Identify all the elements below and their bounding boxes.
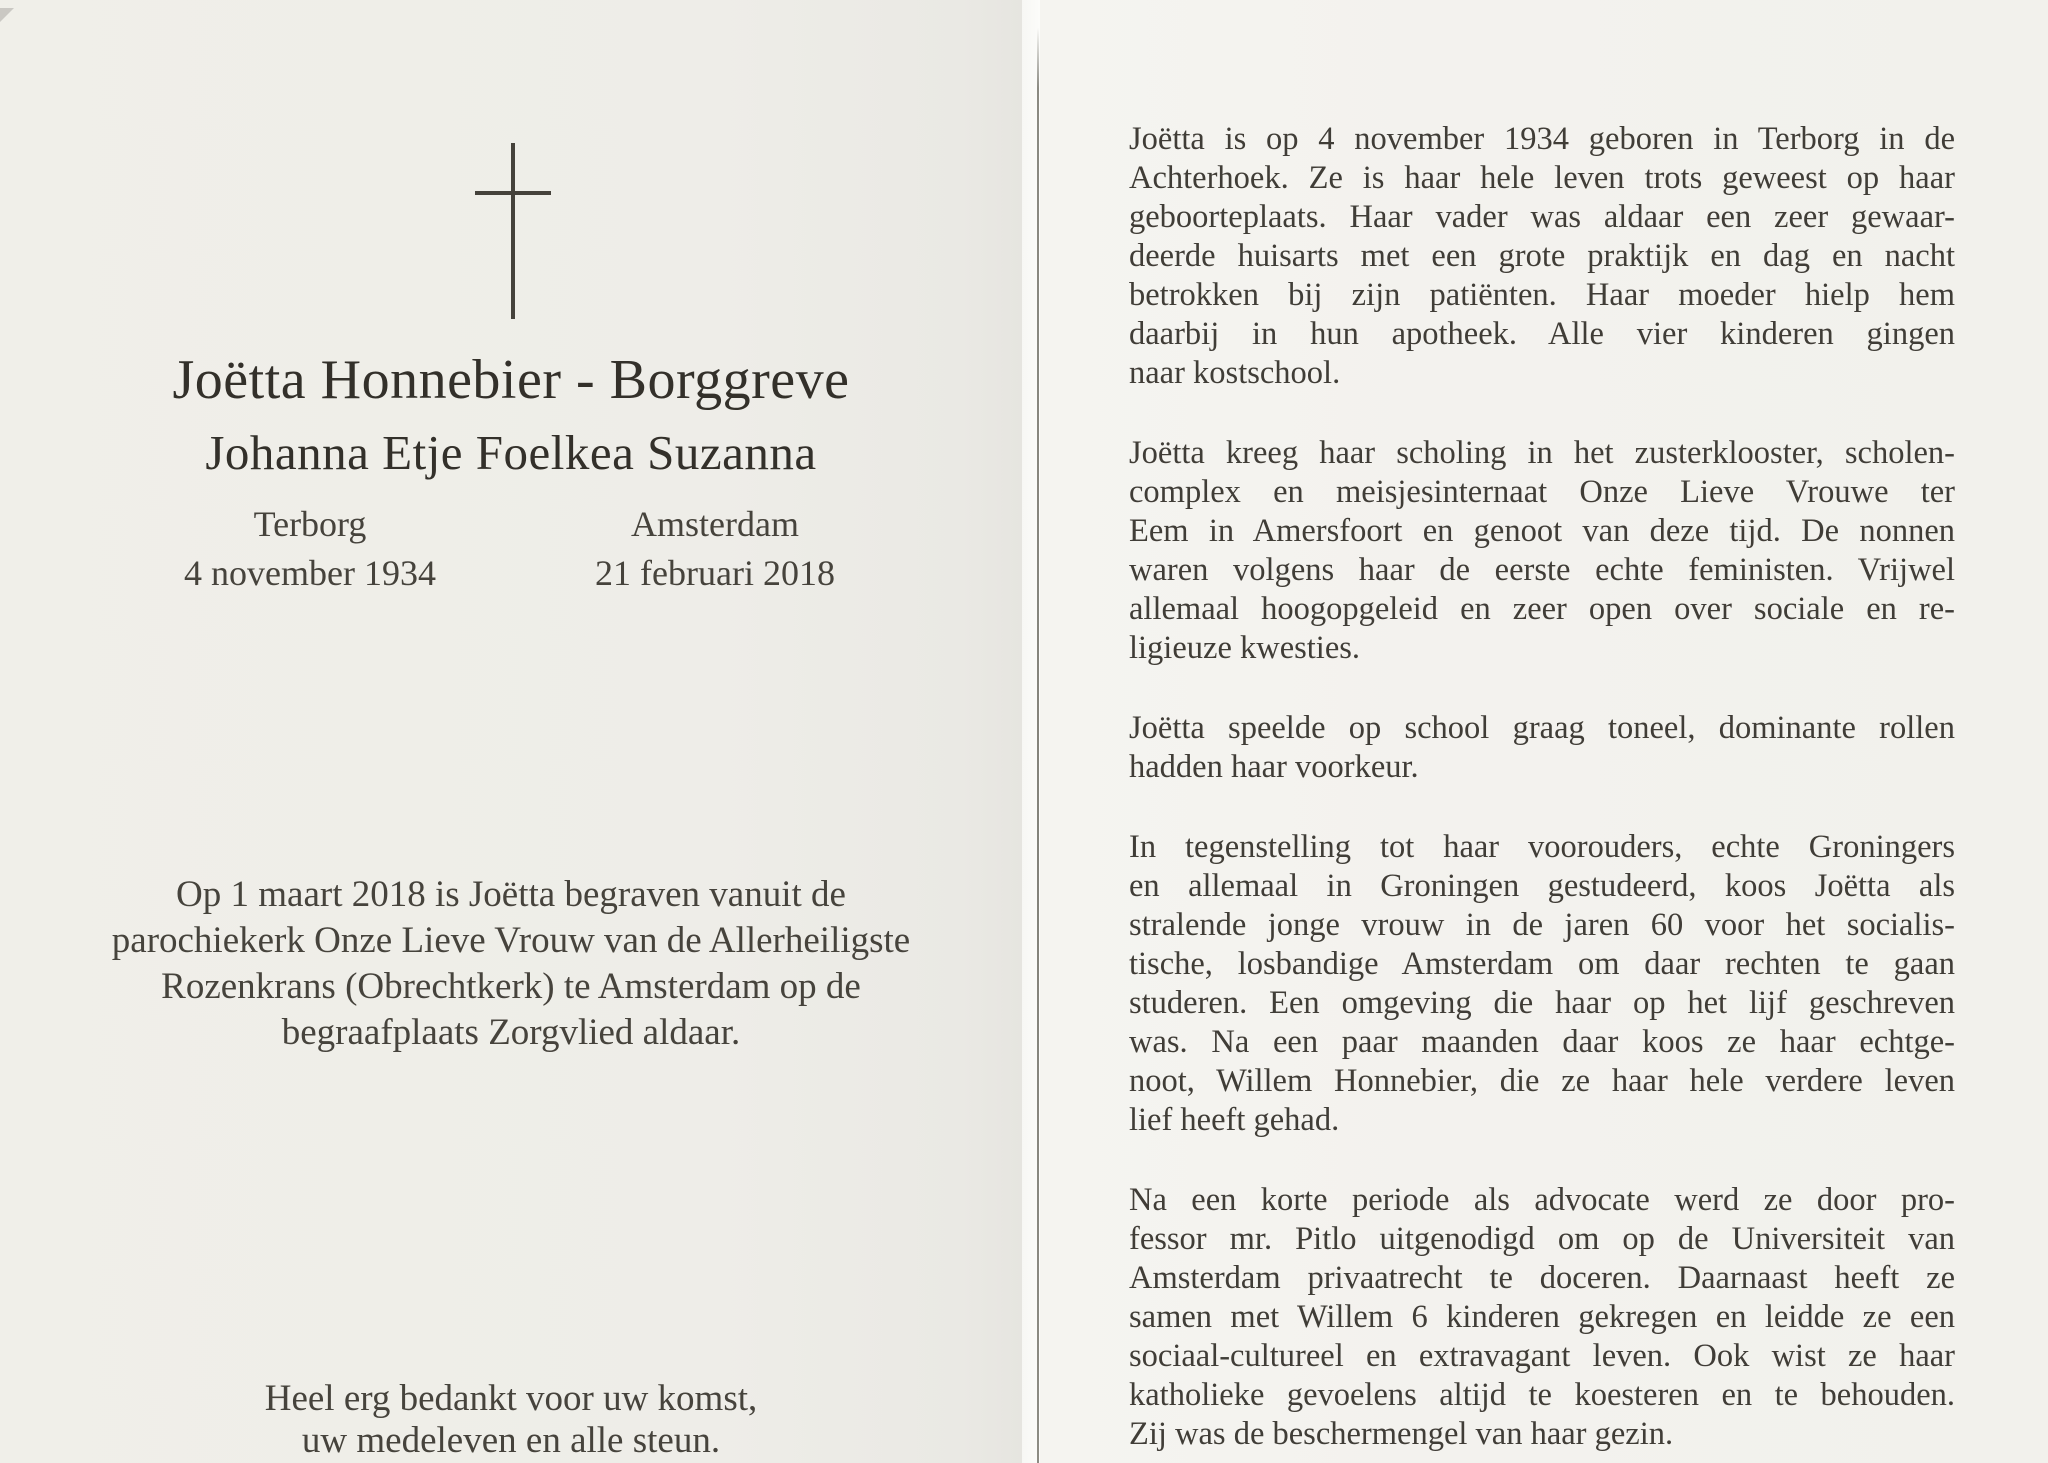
text-line: betrokken bij zijn patiënten. Haar moeder hielp hem <box>1129 277 1955 313</box>
text-line: Rozenkrans (Obrechtkerk) te Amsterdam op de <box>161 966 861 1007</box>
text-line: samen met Willem 6 kinderen gekregen en leidde ze een <box>1129 1299 1955 1335</box>
paragraph <box>1129 120 1955 393</box>
text-line: In tegenstelling tot haar voorouders, echte Groningers <box>1129 829 1955 865</box>
paragraph <box>1129 709 1955 787</box>
deceased-full-names: Johanna Etje Foelkea Suzanna <box>205 425 817 480</box>
death-place-date <box>510 500 920 598</box>
text-line: Joëtta kreeg haar scholing in het zusterklooster, scholen- <box>1129 435 1955 471</box>
paragraph <box>1129 1181 1955 1454</box>
text-line: katholieke gevoelens altijd te koesteren en te behouden. <box>1129 1377 1955 1413</box>
text-line: sociaal-cultureel en extravagant leven. Ook wist ze haar <box>1129 1338 1955 1374</box>
text-line: Eem in Amersfoort en genoot van deze tijd. De nonnen <box>1129 513 1955 549</box>
text-line: noot, Willem Honnebier, die ze haar hele verdere leven <box>1129 1063 1955 1099</box>
text-line: was. Na een paar maanden daar koos ze haar echtge- <box>1129 1024 1955 1060</box>
text-line: ligieuze kwesties. <box>1129 630 1361 666</box>
birth-date: 4 november 1934 <box>184 553 436 593</box>
text-line: complex en meisjesinternaat Onze Lieve Vrouwe ter <box>1129 474 1955 510</box>
text-line: parochiekerk Onze Lieve Vrouw van de Allerheiligste <box>111 920 911 961</box>
text-line: fessor mr. Pitlo uitgenodigd om op de Universiteit van <box>1129 1221 1955 1257</box>
text-line: deerde huisarts met een grote praktijk en dag en nacht <box>1129 238 1955 274</box>
death-place: Amsterdam <box>631 504 799 544</box>
text-line: allemaal hoogopgeleid en zeer open over sociale en re- <box>1129 591 1955 627</box>
text-line: Joëtta is op 4 november 1934 geboren in Terborg in de <box>1129 121 1955 157</box>
text-line: Amsterdam privaatrecht te doceren. Daarnaast heeft ze <box>1129 1260 1955 1296</box>
paragraph <box>1129 828 1955 1140</box>
text-line: Op 1 maart 2018 is Joëtta begraven vanuit de <box>176 874 846 915</box>
left-page <box>0 0 1022 1463</box>
right-page <box>1040 0 2048 1463</box>
birth-place-date <box>105 500 515 598</box>
biography-text <box>1129 120 1955 1454</box>
text-line: daarbij in hun apotheek. Alle vier kinderen gingen <box>1129 316 1955 352</box>
death-date: 21 februari 2018 <box>595 553 835 593</box>
text-line: naar kostschool. <box>1129 355 1341 391</box>
deceased-name: Joëtta Honnebier - Borggreve <box>172 349 850 411</box>
text-line: Achterhoek. Ze is haar hele leven trots geweest op haar <box>1129 160 1955 196</box>
paragraph <box>1129 434 1955 668</box>
text-line: waren volgens haar de eerste echte feministen. Vrijwel <box>1129 552 1955 588</box>
birth-place: Terborg <box>253 504 367 544</box>
text-line: hadden haar voorkeur. <box>1129 749 1419 785</box>
text-line: Na een korte periode als advocate werd ze door pro- <box>1129 1182 1955 1218</box>
cross-icon <box>475 143 551 319</box>
text-line: stralende jonge vrouw in de jaren 60 voor het socialis- <box>1129 907 1955 943</box>
burial-notice <box>0 872 1022 1056</box>
text-line: lief heeft gehad. <box>1129 1102 1340 1138</box>
scan-corner-artifact <box>0 8 14 22</box>
text-line: tische, losbandige Amsterdam om daar rechten te gaan <box>1129 946 1955 982</box>
text-line: Heel erg bedankt voor uw komst, <box>264 1378 758 1419</box>
text-line: en allemaal in Groningen gestudeerd, koos Joëtta als <box>1129 868 1955 904</box>
text-line: Joëtta speelde op school graag toneel, dominante rollen <box>1129 710 1955 746</box>
text-line: uw medeleven en alle steun. <box>301 1420 721 1461</box>
fold-shadow-line <box>1037 28 1039 1463</box>
text-line: begraafplaats Zorgvlied aldaar. <box>281 1012 741 1053</box>
thanks-note <box>0 1378 1022 1462</box>
text-line: geboorteplaats. Haar vader was aldaar een zeer gewaar- <box>1129 199 1955 235</box>
text-line: studeren. Een omgeving die haar op het lijf geschreven <box>1129 985 1955 1021</box>
text-line: Zij was de beschermengel van haar gezin. <box>1129 1416 1674 1452</box>
